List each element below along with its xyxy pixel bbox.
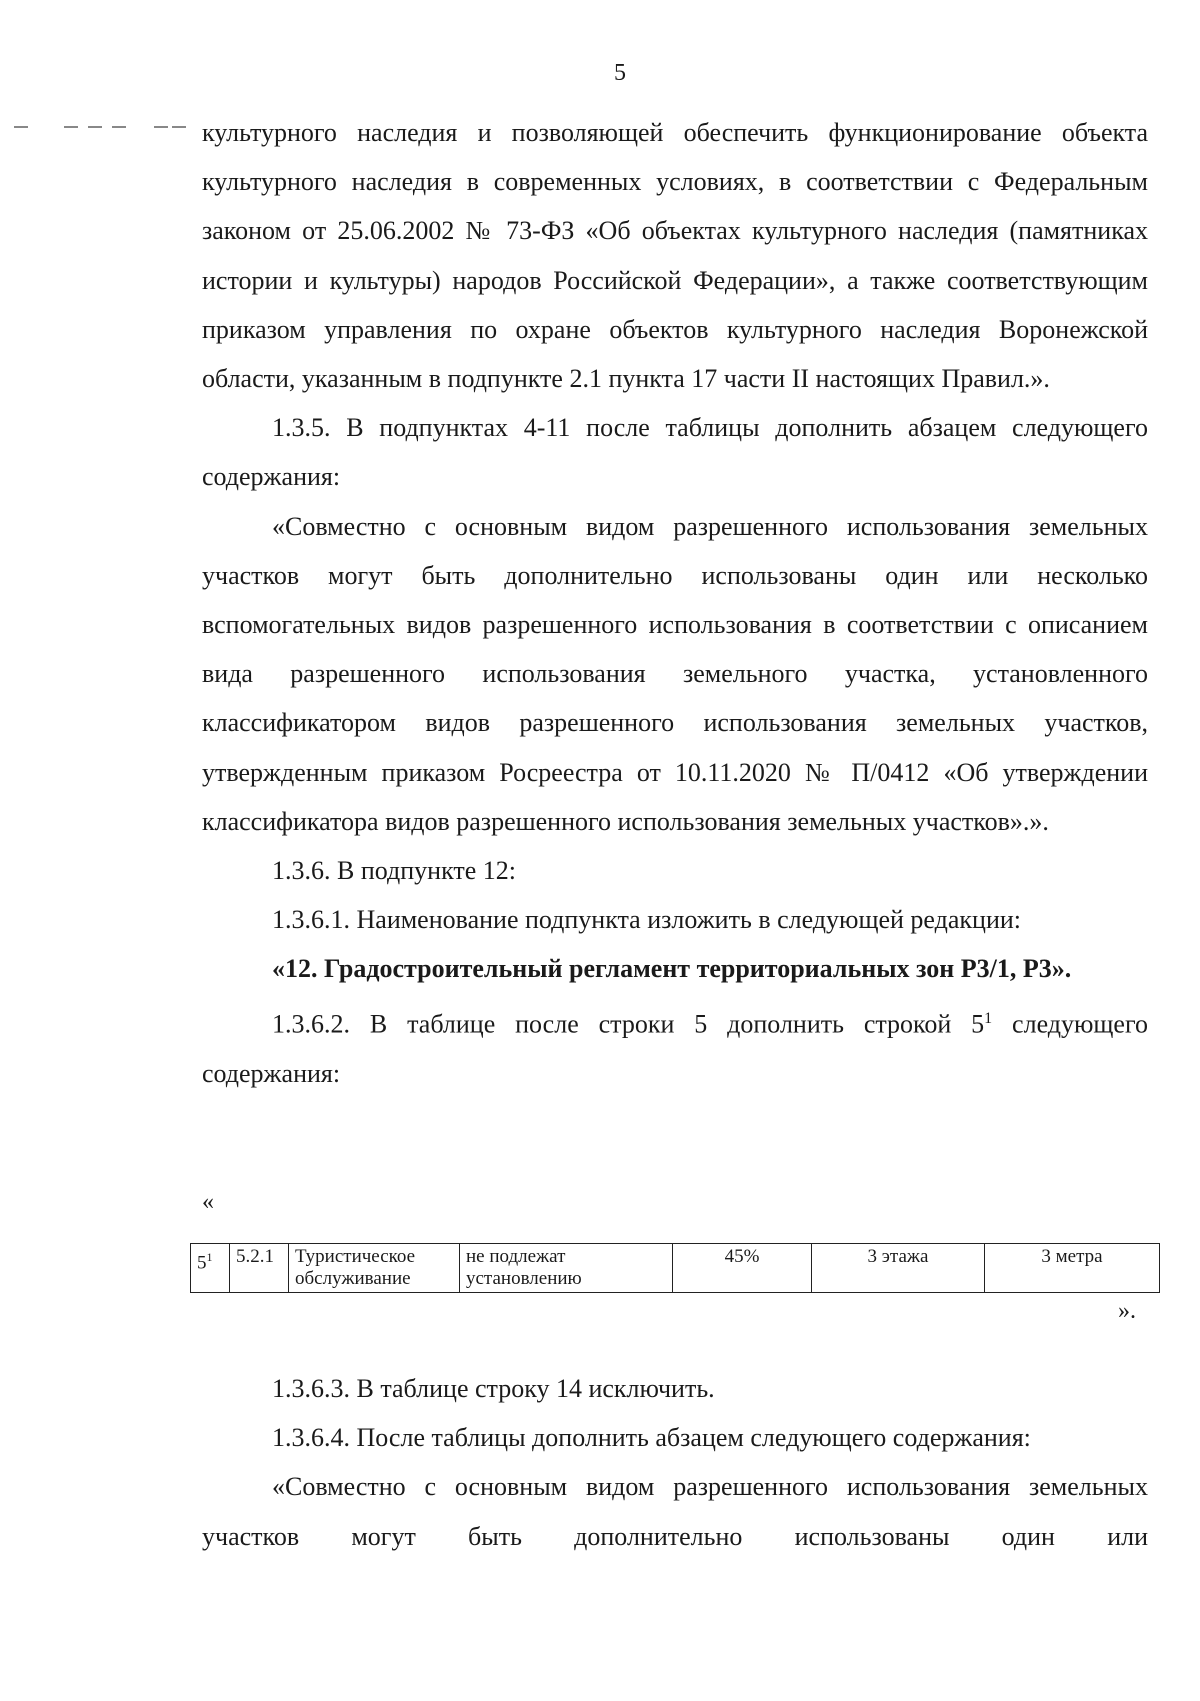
paragraph-continuation: культурного наследия и позволяющей обеспечить функционирование объекта культурного наследия в современных условиях, в соответствии с Федеральным законом от 25.06.2002 № 73-ФЗ «Об объектах культурного наследия (памятниках истории и культуры) народов Российской Федерации», а также соответствующим приказом управления по охране объектов культурного наследия Воронежской области, указанным в подпункте 2.1 пункта 17 части II настоящих Правил.».	[202, 118, 1148, 394]
cell-code: 5.2.1	[230, 1244, 289, 1293]
paragraph-1-3-6-1: 1.3.6.1. Наименование подпункта изложить в следующей редакции:	[272, 905, 1021, 935]
cell-row-number	[191, 1244, 230, 1293]
cell-row-number-sup: 1	[206, 1250, 213, 1264]
margin-dashes	[14, 120, 184, 134]
paragraph-1-3-6-2-part-a: 1.3.6.2. В таблице после строки 5 дополнить строкой 5	[272, 1009, 985, 1039]
cell-row-number-base: 5	[197, 1252, 207, 1274]
quote-open-mark: «	[202, 1189, 214, 1215]
paragraph-quote-2: «Совместно с основным видом разрешенного использования земельных участков могут быть дополнительно использованы один или	[202, 1472, 1148, 1551]
table-row	[191, 1244, 1160, 1293]
cell-floors: 3 этажа	[812, 1244, 985, 1293]
paragraph-1-3-5: 1.3.5. В подпунктах 4-11 после таблицы дополнить абзацем следующего содержания:	[202, 413, 1148, 492]
cell-setback: 3 метра	[985, 1244, 1160, 1293]
cell-percent: 45%	[673, 1244, 812, 1293]
cell-name: Туристическое обслуживание	[289, 1244, 460, 1293]
document-body-continued	[202, 1364, 1148, 1561]
paragraph-1-3-6-2	[202, 994, 1148, 1098]
superscript-1: 1	[984, 1009, 993, 1027]
paragraph-quote-1: «Совместно с основным видом разрешенного использования земельных участков могут быть дополнительно использованы один или несколько вспомогательных видов разрешенного использования в соответствии с описанием вида разрешенного использования земельного участка, установленного классификатором видов разрешенного использования земельных участков, утвержденным приказом Росреестра от 10.11.2020 № П/0412 «Об утверждении классификатора видов разрешенного использования земельных участков».».	[202, 511, 1148, 836]
cell-area: не подлежат установлению	[460, 1244, 673, 1293]
quote-close-mark: ».	[1118, 1298, 1136, 1324]
paragraph-1-3-6-3: 1.3.6.3. В таблице строку 14 исключить.	[272, 1374, 715, 1403]
paragraph-1-3-6: 1.3.6. В подпункте 12:	[272, 856, 516, 886]
insert-table	[190, 1243, 1160, 1293]
paragraph-1-3-6-2-part-b: следующего содержания:	[202, 1009, 1148, 1088]
page-number: 5	[614, 60, 626, 86]
paragraph-1-3-6-4: 1.3.6.4. После таблицы дополнить абзацем следующего содержания:	[272, 1423, 1031, 1453]
paragraph-heading-12: «12. Градостроительный регламент территориальных зон Р3/1, Р3».	[272, 954, 1072, 984]
document-body	[202, 108, 1148, 1098]
